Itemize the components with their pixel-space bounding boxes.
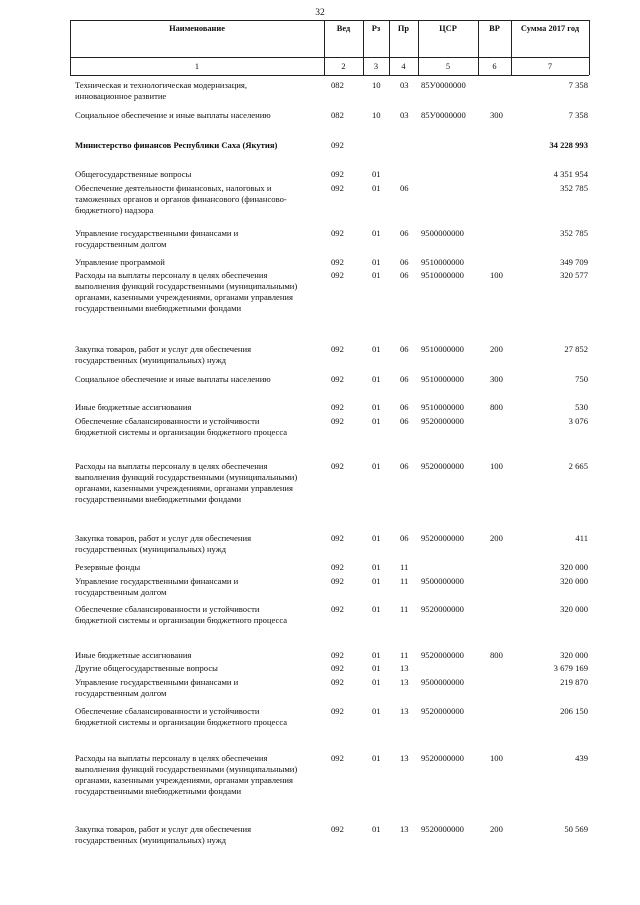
column-number: 4 <box>401 62 406 71</box>
row-csr: 9520000000 <box>421 461 464 471</box>
row-pr: 11 <box>400 604 409 614</box>
row-rz: 01 <box>372 533 381 543</box>
row-pr: 03 <box>400 110 409 120</box>
row-csr: 9500000000 <box>421 576 464 586</box>
row-rz: 01 <box>372 663 381 673</box>
row-pr: 11 <box>400 650 409 660</box>
row-ved: 092 <box>331 663 344 673</box>
row-sum: 3 076 <box>568 416 588 426</box>
row-sum: 320 000 <box>560 576 588 586</box>
row-vr: 100 <box>490 270 503 280</box>
row-name: Резервные фонды <box>75 562 141 572</box>
row-pr: 06 <box>400 257 409 267</box>
header-pr: Пр <box>397 24 410 33</box>
row-csr: 9520000000 <box>421 706 464 716</box>
row-name: Управление государственными финансами и государственным долгом <box>75 576 239 597</box>
row-csr: 85У0000000 <box>421 80 466 90</box>
row-pr: 06 <box>400 416 409 426</box>
header-rz: Рз <box>371 24 381 33</box>
row-csr: 9520000000 <box>421 753 464 763</box>
page-number: 32 <box>315 8 325 18</box>
row-rz: 10 <box>372 110 381 120</box>
row-name: Закупка товаров, работ и услуг для обеспечения государственных (муниципальных) нужд <box>75 824 252 845</box>
row-pr: 11 <box>400 562 409 572</box>
row-name: Закупка товаров, работ и услуг для обеспечения государственных (муниципальных) нужд <box>75 344 252 365</box>
row-csr: 9520000000 <box>421 533 464 543</box>
column-number: 5 <box>445 62 451 71</box>
row-name: Обеспечение деятельности финансовых, налоговых и таможенных органов и органов финансового (финансово-бюджетного) надзора <box>75 183 287 215</box>
header-csr: ЦСР <box>439 24 457 33</box>
row-name: Иные бюджетные ассигнования <box>75 650 192 660</box>
row-rz: 01 <box>372 677 381 687</box>
row-rz: 01 <box>372 576 381 586</box>
row-sum: 320 000 <box>560 562 588 572</box>
column-number: 1 <box>194 62 200 71</box>
row-pr: 06 <box>400 270 409 280</box>
row-rz: 10 <box>372 80 381 90</box>
row-sum: 4 351 954 <box>553 169 588 179</box>
row-csr: 9520000000 <box>421 604 464 614</box>
row-pr: 13 <box>400 753 409 763</box>
row-rz: 01 <box>372 650 381 660</box>
row-sum: 34 228 993 <box>549 140 588 150</box>
row-csr: 9510000000 <box>421 402 464 412</box>
row-vr: 200 <box>490 344 503 354</box>
row-ved: 092 <box>331 169 344 179</box>
row-vr: 300 <box>490 374 503 384</box>
row-sum: 349 709 <box>560 257 588 267</box>
row-sum: 206 150 <box>560 706 588 716</box>
row-ved: 082 <box>331 80 344 90</box>
row-rz: 01 <box>372 402 381 412</box>
header-name: Наименование <box>169 24 225 33</box>
row-ved: 092 <box>331 604 344 614</box>
row-pr: 11 <box>400 576 409 586</box>
row-name: Расходы на выплаты персоналу в целях обеспечения выполнения функций государственными (муниципальными) органами, казенными учреждениями, органами управления государственными внебюджетными фондами <box>75 270 298 313</box>
row-csr: 9500000000 <box>421 228 464 238</box>
row-csr: 9510000000 <box>421 270 464 280</box>
row-rz: 01 <box>372 562 381 572</box>
row-name: Обеспечение сбалансированности и устойчивости бюджетной системы и организации бюджетного процесса <box>75 706 288 727</box>
row-pr: 06 <box>400 344 409 354</box>
row-ved: 092 <box>331 140 344 150</box>
row-csr: 9520000000 <box>421 650 464 660</box>
column-number: 3 <box>373 62 379 71</box>
row-ved: 092 <box>331 344 344 354</box>
row-sum: 411 <box>575 533 588 543</box>
row-name: Обеспечение сбалансированности и устойчивости бюджетной системы и организации бюджетного процесса <box>75 604 288 625</box>
row-ved: 092 <box>331 650 344 660</box>
row-sum: 27 852 <box>564 344 588 354</box>
row-pr: 13 <box>400 824 409 834</box>
header-vr: ВР <box>489 24 500 33</box>
row-sum: 50 569 <box>564 824 588 834</box>
row-name: Управление государственными финансами и государственным долгом <box>75 677 239 698</box>
row-ved: 092 <box>331 416 344 426</box>
column-number: 2 <box>341 62 346 71</box>
row-rz: 01 <box>372 228 381 238</box>
row-sum: 2 665 <box>568 461 588 471</box>
row-pr: 06 <box>400 228 409 238</box>
row-ved: 092 <box>331 576 344 586</box>
row-sum: 3 679 169 <box>553 663 588 673</box>
row-name: Расходы на выплаты персоналу в целях обеспечения выполнения функций государственными (муниципальными) органами, казенными учреждениями, органами управления государственными внебюджетными фондами <box>75 461 298 504</box>
row-sum: 530 <box>575 402 588 412</box>
row-csr: 9510000000 <box>421 374 464 384</box>
row-rz: 01 <box>372 374 381 384</box>
row-name: Управление программой <box>75 257 165 267</box>
row-name: Министерство финансов Республики Саха (Якутия) <box>75 140 278 150</box>
row-name: Социальное обеспечение и иные выплаты населению <box>75 374 271 384</box>
row-sum: 352 785 <box>560 183 588 193</box>
row-ved: 092 <box>331 562 344 572</box>
row-name: Закупка товаров, работ и услуг для обеспечения государственных (муниципальных) нужд <box>75 533 252 554</box>
row-pr: 13 <box>400 663 409 673</box>
row-csr: 9520000000 <box>421 416 464 426</box>
row-sum: 750 <box>575 374 588 384</box>
row-ved: 082 <box>331 110 344 120</box>
row-rz: 01 <box>372 824 381 834</box>
row-sum: 219 870 <box>560 677 588 687</box>
row-rz: 01 <box>372 270 381 280</box>
row-ved: 092 <box>331 677 344 687</box>
row-ved: 092 <box>331 706 344 716</box>
row-vr: 200 <box>490 824 503 834</box>
row-ved: 092 <box>331 270 344 280</box>
row-pr: 06 <box>400 402 409 412</box>
row-sum: 352 785 <box>560 228 588 238</box>
row-pr: 06 <box>400 183 409 193</box>
header-ved: Вед <box>336 24 351 33</box>
column-number: 6 <box>492 62 497 71</box>
row-vr: 100 <box>490 753 503 763</box>
row-sum: 439 <box>575 753 588 763</box>
row-rz: 01 <box>372 604 381 614</box>
row-csr: 9500000000 <box>421 677 464 687</box>
row-vr: 100 <box>490 461 503 471</box>
row-sum: 320 000 <box>560 604 588 614</box>
row-ved: 092 <box>331 257 344 267</box>
row-pr: 03 <box>400 80 409 90</box>
row-name: Расходы на выплаты персоналу в целях обеспечения выполнения функций государственными (муниципальными) органами, казенными учреждениями, органами управления государственными внебюджетными фондами <box>75 753 298 796</box>
column-number: 7 <box>547 62 553 71</box>
row-rz: 01 <box>372 753 381 763</box>
row-ved: 092 <box>331 824 344 834</box>
row-name: Обеспечение сбалансированности и устойчивости бюджетной системы и организации бюджетного процесса <box>75 416 288 437</box>
row-name: Управление государственными финансами и государственным долгом <box>75 228 239 249</box>
row-pr: 13 <box>400 706 409 716</box>
row-vr: 800 <box>490 650 503 660</box>
row-ved: 092 <box>331 753 344 763</box>
row-rz: 01 <box>372 706 381 716</box>
row-csr: 9510000000 <box>421 257 464 267</box>
row-rz: 01 <box>372 183 381 193</box>
row-pr: 06 <box>400 374 409 384</box>
row-ved: 092 <box>331 228 344 238</box>
row-csr: 9520000000 <box>421 824 464 834</box>
row-rz: 01 <box>372 344 381 354</box>
row-sum: 7 358 <box>568 80 588 90</box>
row-name: Иные бюджетные ассигнования <box>75 402 192 412</box>
row-pr: 06 <box>400 533 409 543</box>
row-pr: 06 <box>400 461 409 471</box>
row-csr: 9510000000 <box>421 344 464 354</box>
row-vr: 200 <box>490 533 503 543</box>
row-name: Общегосударственные вопросы <box>75 169 192 179</box>
row-sum: 320 000 <box>560 650 588 660</box>
row-rz: 01 <box>372 169 381 179</box>
row-vr: 300 <box>490 110 503 120</box>
row-name: Социальное обеспечение и иные выплаты населению <box>75 110 271 120</box>
row-rz: 01 <box>372 461 381 471</box>
row-pr: 13 <box>400 677 409 687</box>
row-sum: 7 358 <box>568 110 588 120</box>
row-rz: 01 <box>372 257 381 267</box>
row-ved: 092 <box>331 402 344 412</box>
row-name: Другие общегосударственные вопросы <box>75 663 218 673</box>
row-vr: 800 <box>490 402 503 412</box>
row-sum: 320 577 <box>560 270 588 280</box>
row-ved: 092 <box>331 461 344 471</box>
row-ved: 092 <box>331 533 344 543</box>
row-ved: 092 <box>331 183 344 193</box>
row-ved: 092 <box>331 374 344 384</box>
row-rz: 01 <box>372 416 381 426</box>
row-csr: 85У0000000 <box>421 110 466 120</box>
header-sum: Сумма 2017 год <box>520 24 580 33</box>
row-name: Техническая и технологическая модернизация, инновационное развитие <box>75 80 248 101</box>
